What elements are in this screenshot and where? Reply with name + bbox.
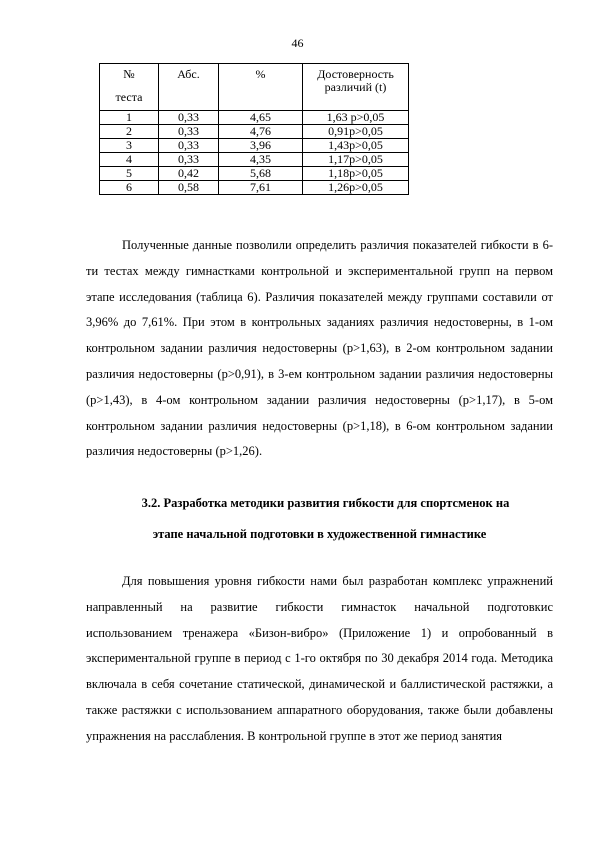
cell-significance: 1,18р>0,05 [303,167,409,181]
cell-test-number: 1 [100,111,159,125]
table-row [100,111,409,125]
results-table [99,63,409,195]
results-paragraph-block [86,233,553,465]
cell-test-number: 5 [100,167,159,181]
cell-test-number: 2 [100,125,159,139]
header-percent: % [219,64,303,111]
cell-percent: 5,68 [219,167,303,181]
table-header-row [100,64,409,111]
section-heading-line1: 3.2. Разработка методики развития гибкости для спортсменок на [141,496,510,510]
methodology-paragraph: Для повышения уровня гибкости нами был разработан комплекс упражнений направленный на развитие гибкости гимнасток начальной подготовкис использованием тренажера «Бизон-вибро» (Приложение 1) и опробованный в экспериментальной группе в период с 1-го октября по 30 декабря 2014 года. Методика включала в себя сочетание статической, динамической и баллистической растяжки, а также растяжки с использованием аппаратного оборудования, также были добавлены упражнения на расслабления. В контрольной группе в этот же период занятия [86,574,553,743]
header-significance-line1: Достоверность [317,67,394,81]
cell-significance: 0,91р>0,05 [303,125,409,139]
cell-abs: 0,42 [159,167,219,181]
cell-significance: 1,26р>0,05 [303,181,409,195]
cell-abs: 0,33 [159,111,219,125]
section-heading-line2: этапе начальной подготовки в художественной гимнастике [152,527,487,541]
header-significance-line2: различий (t) [324,80,387,94]
table-row [100,167,409,181]
cell-test-number: 4 [100,153,159,167]
header-test-number-line1: № [123,67,135,81]
cell-significance: 1,43р>0,05 [303,139,409,153]
results-paragraph: Полученные данные позволили определить различия показателей гибкости в 6-ти тестах между гимнастками контрольной и экспериментальной групп на первом этапе исследования (таблица 6). Различия показателей между группами составили от 3,96% до 7,61%. При этом в контрольных заданиях различия недостоверны, в 1-ом контрольном задании различия недостоверны (р>1,63), в 2-ом контрольном задании различия недостоверны (р>0,91), в 3-ем контрольном задании различия недостоверны (р>1,43), в 4-ом контрольном задании различия недостоверны (р>1,17), в 5-ом контрольном задании различия недостоверны (р>1,18), в 6-ом контрольном задании различия недостоверны (р>1,26). [86,238,553,459]
cell-significance: 1,63 р>0,05 [303,111,409,125]
page-number: 46 [291,36,304,50]
header-test-number [100,64,159,111]
cell-significance: 1,17р>0,05 [303,153,409,167]
table-row [100,125,409,139]
cell-abs: 0,33 [159,125,219,139]
cell-percent: 4,76 [219,125,303,139]
table-row [100,153,409,167]
cell-percent: 4,65 [219,111,303,125]
header-significance [303,64,409,111]
methodology-paragraph-block [86,569,553,750]
table-row [100,139,409,153]
header-test-number-line2: теста [115,90,143,104]
cell-abs: 0,33 [159,139,219,153]
section-heading [86,488,553,550]
cell-test-number: 3 [100,139,159,153]
cell-test-number: 6 [100,181,159,195]
cell-percent: 3,96 [219,139,303,153]
table-row [100,181,409,195]
cell-abs: 0,33 [159,153,219,167]
cell-abs: 0,58 [159,181,219,195]
cell-percent: 4,35 [219,153,303,167]
header-abs: Абс. [159,64,219,111]
cell-percent: 7,61 [219,181,303,195]
